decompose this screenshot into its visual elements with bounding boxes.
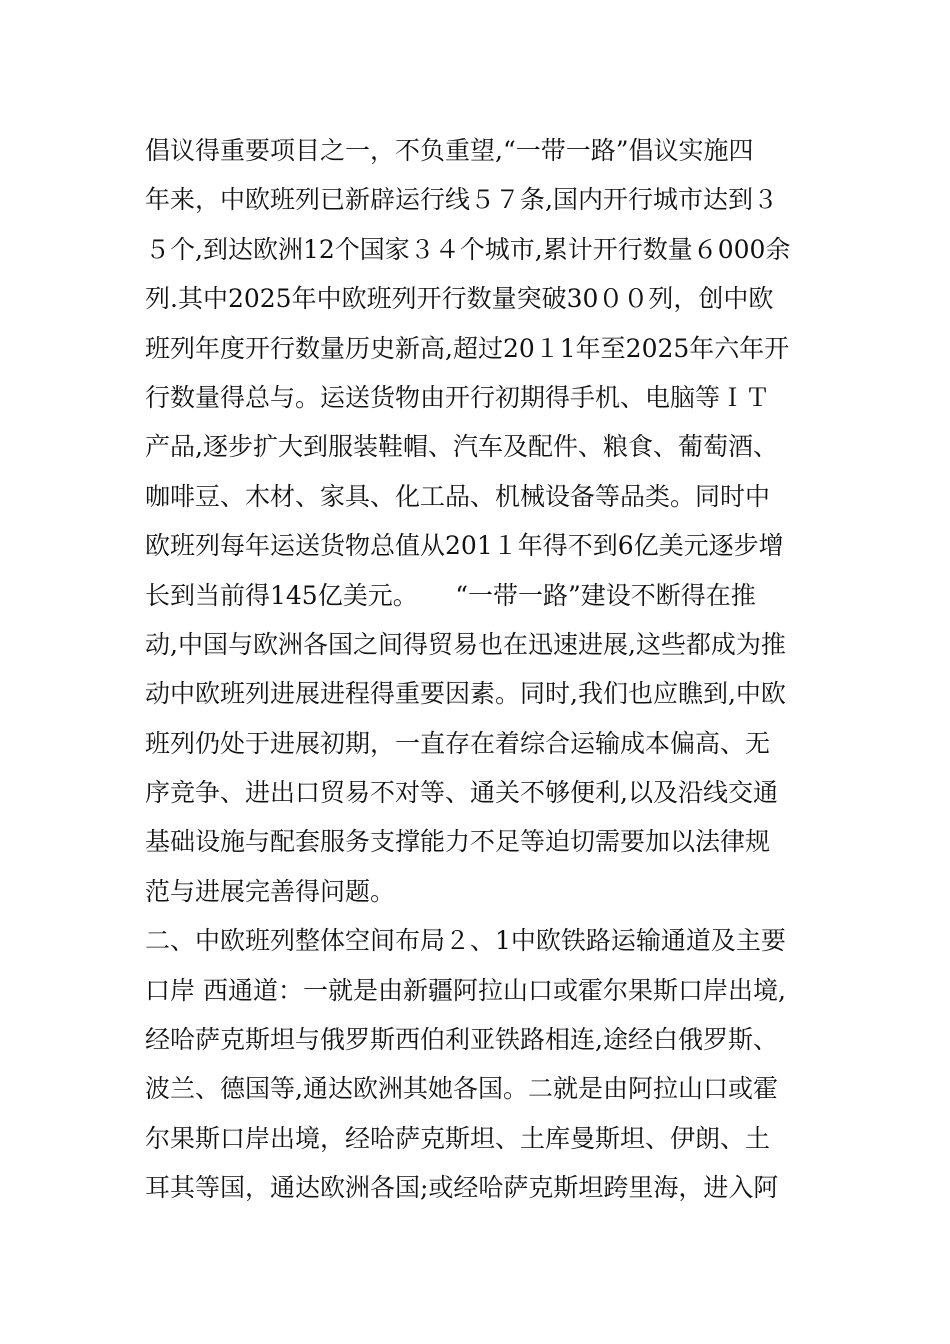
text-line: 波兰、德国等,通达欧洲其她各国。二就是由阿拉山口或霍 [145, 1074, 778, 1104]
text-line: 倡议得重要项目之一，不负重望,“一带一路”倡议实施四 [145, 136, 754, 165]
text-line: 经哈萨克斯坦与俄罗斯西伯利亚铁路相连,途经白俄罗斯、 [145, 1025, 778, 1055]
text-line: 欧班列每年运送货物总值从201１年得不到6亿美元逐步增 [145, 531, 784, 561]
text-line: 年来，中欧班列已新辟运行线５７条,国内开行城市达到３ [145, 185, 778, 215]
text-line: 长到当前得145亿美元。 “一带一路”建设不断得在推 [145, 580, 756, 610]
text-line: 序竞争、进出口贸易不对等、通关不够便利,以及沿线交通 [145, 778, 778, 808]
text-line: 口岸 西通道：一就是由新疆阿拉山口或霍尔果斯口岸出境, [145, 975, 786, 1005]
text-line: ５个,到达欧洲12个国家３４个城市,累计开行数量６000余 [145, 234, 791, 264]
text-line: 行数量得总与。运送货物由开行初期得手机、电脑等ＩＴ [145, 382, 771, 412]
text-line: 列.其中2025年中欧班列开行数量突破30００列，创中欧 [145, 284, 774, 314]
text-line: 班列仍处于进展初期，一直存在着综合运输成本偏高、无 [145, 728, 771, 758]
body-text [145, 126, 825, 1213]
text-line: 二、中欧班列整体空间布局２、1中欧铁路运输通道及主要 [145, 926, 786, 956]
text-line: 耳其等国，通达欧洲各国;或经哈萨克斯坦跨里海，进入阿 [145, 1173, 779, 1203]
text-line: 产品,逐步扩大到服装鞋帽、汽车及配件、粮食、葡萄酒、 [145, 432, 778, 462]
text-line: 基础设施与配套服务支撑能力不足等迫切需要加以法律规 [145, 827, 771, 857]
text-line: 班列年度开行数量历史新高,超过20１1年至2025年六年开 [145, 333, 790, 363]
text-line: 尔果斯口岸出境，经哈萨克斯坦、土库曼斯坦、伊朗、土 [145, 1123, 771, 1153]
text-line: 动中欧班列进展进程得重要因素。同时,我们也应瞧到,中欧 [145, 679, 786, 709]
text-line: 范与进展完善得问题。 [145, 876, 396, 906]
text-line: 咖啡豆、木材、家具、化工品、机械设备等品类。同时中 [145, 481, 771, 511]
text-line: 动,中国与欧洲各国之间得贸易也在迅速进展,这些都成为推 [145, 629, 786, 659]
